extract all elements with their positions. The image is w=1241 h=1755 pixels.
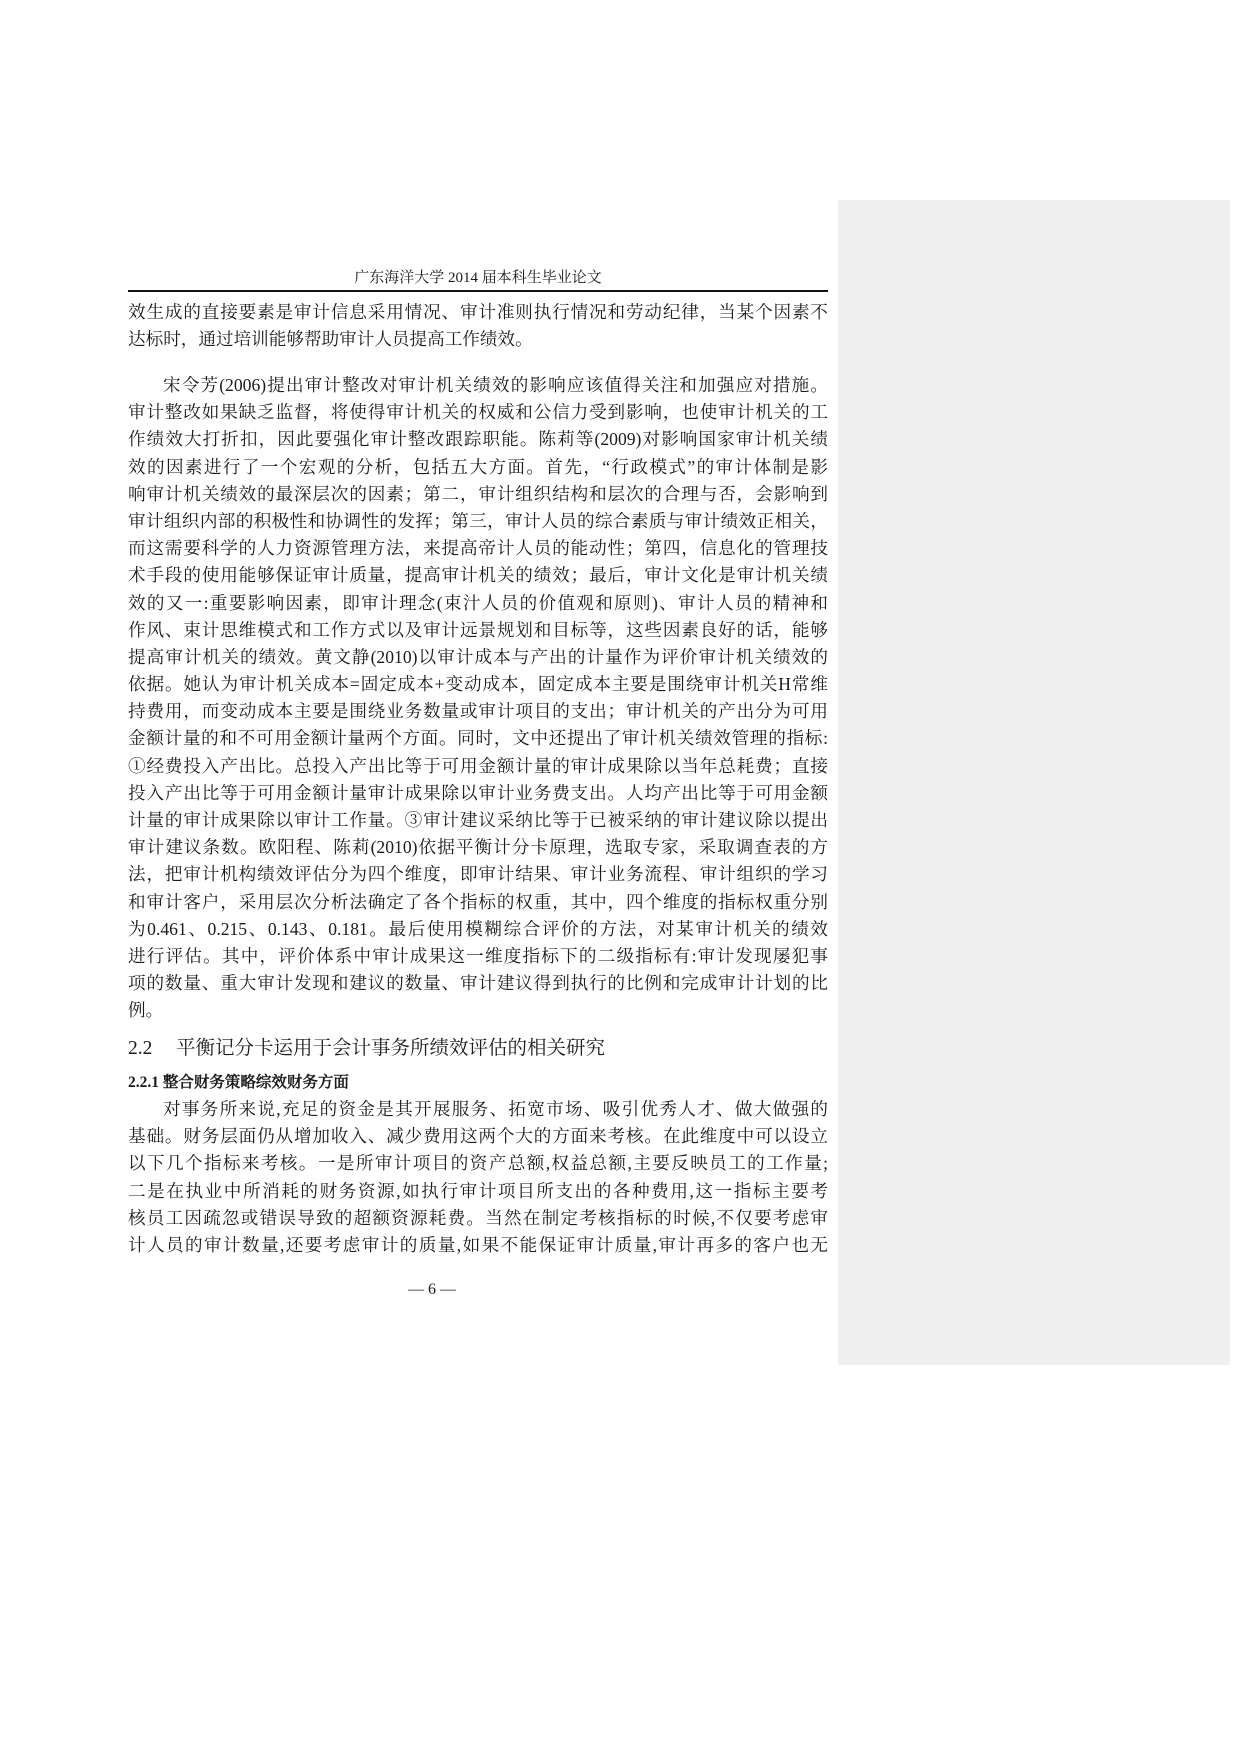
text-line: 审计组织内部的积极性和协调性的发挥；第三，审计人员的综合素质与审计绩效正相关， (128, 510, 828, 531)
text-line: 计量的审计成果除以审计工作量。③审计建议采纳比等于已被采纳的审计建议除以提出 (128, 810, 828, 830)
paragraph-financial-perspective (128, 1096, 828, 1259)
comment-margin (838, 200, 1230, 1365)
text-line: 作风、束计思维模式和工作方式以及审计远景规划和目标等，这些因素良好的话，能够 (128, 619, 828, 640)
page-number: — 6 — (408, 1281, 456, 1298)
text-line: 持费用，而变动成本主要是围绕业务数量或审计项目的支出；审计机关的产出分为可用 (128, 701, 828, 722)
section-heading (128, 1036, 828, 1062)
text-line: 项的数量、重大审计发现和建议的数量、审计建议得到执行的比例和完成审计计划的比 (128, 973, 828, 994)
text-line: 宋令芳(2006)提出审计整改对审计机关绩效的影响应该值得关注和加强应对措施。 (163, 375, 828, 395)
text-line: 法，把审计机构绩效评估分为四个维度，即审计结果、审计业务流程、审计组织的学习 (128, 864, 828, 885)
section-number: 2.2 (128, 1038, 153, 1059)
text-line: 依据。她认为审计机关成本=固定成本+变动成本，固定成本主要是围绕审计机关H常维 (128, 674, 828, 695)
text-line: 二是在执业中所消耗的财务资源,如执行审计项目所支出的各种费用,这一指标主要考 (128, 1180, 828, 1201)
text-line: 达标时，通过培训能够帮助审计人员提高工作绩效。 (128, 329, 533, 350)
header-rule (128, 290, 828, 292)
text-line: 以下几个指标来考核。一是所审计项目的资产总额,权益总额,主要反映员工的工作量; (128, 1153, 828, 1174)
paragraph-literature-review (128, 372, 828, 1025)
text-line: 投入产出比等于可用金额计量审计成果除以审计业务费支出。人均产出比等于可用金额 (128, 782, 828, 803)
text-line: ①经费投入产出比。总投入产出比等于可用金额计量的审计成果除以当年总耗费；直接 (128, 755, 828, 776)
running-header: 广东海洋大学 2014 届本科生毕业论文 (354, 270, 602, 286)
text-line: 效的又一:重要影响因素，即审计理念(束汁人员的价值观和原则)、审计人员的精神和 (128, 592, 828, 613)
paragraph-continuation (128, 299, 828, 353)
text-line: 作绩效大打折扣，因此要强化审计整改跟踪职能。陈莉等(2009)对影响国家审计机关绩 (128, 429, 828, 450)
section-title: 平衡记分卡运用于会计事务所绩效评估的相关研究 (176, 1038, 606, 1059)
text-line: 计人员的审计数量,还要考虑审计的质量,如果不能保证审计质量,审计再多的客户也无 (128, 1234, 828, 1255)
text-line: 进行评估。其中，评价体系中审计成果这一维度指标下的二级指标有:审计发现屡犯事 (128, 945, 828, 966)
text-line: 审计整改如果缺乏监督，将使得审计机关的权威和公信力受到影响，也使审计机关的工 (128, 402, 828, 423)
subsection-heading: 2.2.1 整合财务策略综效财务方面 (128, 1074, 349, 1091)
text-line: 审计建议条数。欧阳程、陈莉(2010)依据平衡计分卡原理，选取专家，采取调查表的方 (128, 837, 828, 858)
text-line: 为0.461、0.215、0.143、0.181。最后使用模糊综合评价的方法，对某审计机关的绩效 (128, 918, 828, 939)
text-line: 效的因素进行了一个宏观的分析，包括五大方面。首先，“行政模式”的审计体制是影 (128, 456, 828, 477)
text-line: 核员工因疏忽或错误导致的超额资源耗费。当然在制定考核指标的时候,不仅要考虑审 (128, 1207, 828, 1228)
text-line: 响审计机关绩效的最深层次的因素；第二，审计组织结构和层次的合理与否，会影响到 (128, 483, 828, 504)
text-line: 提高审计机关的绩效。黄文静(2010)以审计成本与产出的计量作为评价审计机关绩效的 (128, 646, 828, 667)
text-line: 金额计量的和不可用金额计量两个方面。同时，文中还提出了审计机关绩效管理的指标: (128, 728, 828, 749)
text-line: 例。 (128, 1000, 164, 1021)
text-line: 基础。财务层面仍从增加收入、减少费用这两个大的方面来考核。在此维度中可以设立 (128, 1126, 828, 1147)
text-line: 和审计客户，采用层次分析法确定了各个指标的权重，其中，四个维度的指标权重分别 (128, 891, 828, 912)
text-line: 而这需要科学的人力资源管理方法，来提高帝计人员的能动性；第四，信息化的管理技 (128, 538, 828, 559)
text-line: 对事务所来说,充足的资金是其开展服务、拓宽市场、吸引优秀人才、做大做强的 (163, 1099, 828, 1119)
text-line: 术手段的使用能够保证审计质量，提高审计机关的绩效；最后，审计文化是审计机关绩 (128, 565, 828, 586)
text-line: 效生成的直接要素是审计信息采用情况、审计准则执行情况和劳动纪律，当某个因素不 (128, 302, 828, 322)
